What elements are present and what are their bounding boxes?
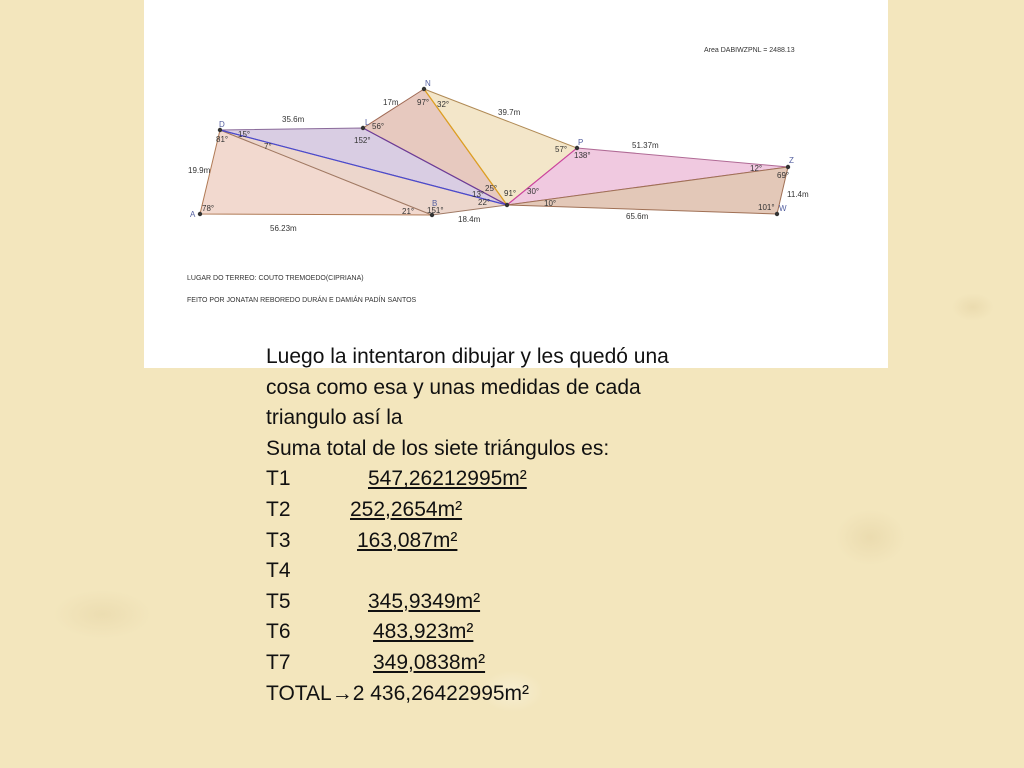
triangle-label: T5 (266, 589, 291, 613)
paragraph-line: Suma total de los siete triángulos es: (266, 436, 610, 460)
angle-label: 91° (504, 189, 517, 198)
angle-label: 13° (472, 190, 485, 199)
triangle-area: 163,087m² (357, 528, 458, 552)
angle-label: 7° (264, 142, 272, 151)
angle-label: 138° (574, 151, 591, 160)
triangle-label: T2 (266, 497, 291, 521)
angle-label: 22° (478, 198, 491, 207)
angle-label: 56° (372, 122, 385, 131)
point-label: A (190, 210, 196, 219)
point-label: P (578, 138, 584, 147)
survey-diagram (144, 0, 888, 368)
vertex (786, 165, 790, 169)
length-label: 19.9m (188, 166, 211, 175)
length-label: 51.37m (632, 141, 659, 150)
angle-label: 78° (202, 204, 215, 213)
triangle-row (266, 495, 786, 526)
length-label: 18.4m (458, 215, 481, 224)
angle-label: 32° (437, 100, 450, 109)
triangle-area: 483,923m² (373, 620, 474, 644)
triangle-label: T4 (266, 559, 291, 583)
angle-label: 10° (544, 199, 557, 208)
body-text (266, 342, 786, 709)
triangle-area: 547,26212995m² (368, 467, 527, 491)
point-label: Z (789, 156, 794, 165)
triangle-row (266, 587, 786, 618)
triangle-row (266, 556, 786, 587)
angle-label: 152° (354, 136, 371, 145)
footer-note-location: LUGAR DO TERREO: COUTO TREMOEDO(CIPRIANA) (187, 275, 364, 282)
paragraph-line: triangulo así la (266, 406, 403, 430)
length-label: 11.4m (787, 190, 809, 199)
total-line: TOTAL→2 436,26422995m² (266, 681, 530, 705)
triangle-area: 345,9349m² (368, 589, 481, 613)
point-label: D (219, 120, 225, 129)
angle-label: 12° (750, 164, 763, 173)
angle-label: 81° (216, 135, 229, 144)
length-label: 56.23m (270, 224, 297, 233)
length-label: 35.6m (282, 115, 305, 124)
vertex (505, 203, 509, 207)
triangle-row (266, 617, 786, 648)
point-label: L (365, 118, 370, 127)
length-label: 65.6m (626, 212, 649, 221)
angle-label: 151° (427, 206, 444, 215)
triangle-area: 349,0838m² (373, 650, 486, 674)
angle-label: 30° (527, 187, 540, 196)
length-label: 17m (383, 98, 399, 107)
angle-label: 57° (555, 145, 568, 154)
paragraph-line: Luego la intentaron dibujar y les quedó una (266, 345, 669, 368)
paragraph-line: cosa como esa y unas medidas de cada (266, 375, 641, 399)
point-label: W (779, 204, 787, 213)
triangle-label: T1 (266, 467, 291, 491)
land-survey-figure (144, 0, 888, 368)
angle-label: 15° (238, 130, 251, 139)
triangle-area: 252,2654m² (350, 497, 463, 521)
triangle-label: T6 (266, 620, 291, 644)
angle-label: 21° (402, 207, 415, 216)
angle-label: 25° (485, 184, 498, 193)
area-note: Area DABIWZPNL = 2488.13 (704, 47, 795, 54)
angle-label: 69° (777, 171, 790, 180)
triangle-label: T7 (266, 650, 291, 674)
triangle-row (266, 464, 786, 495)
length-label: 39.7m (498, 108, 521, 117)
angle-label: 97° (417, 98, 430, 107)
triangle-row (266, 648, 786, 679)
point-label: N (425, 79, 431, 88)
angle-label: 101° (758, 203, 775, 212)
triangle-label: T3 (266, 528, 291, 552)
footer-note-authors: FEITO POR JONATAN REBOREDO DURÁN E DAMIÁN PADÍN SANTOS (187, 297, 417, 304)
triangle-row (266, 526, 786, 557)
point-label: B (432, 199, 438, 208)
